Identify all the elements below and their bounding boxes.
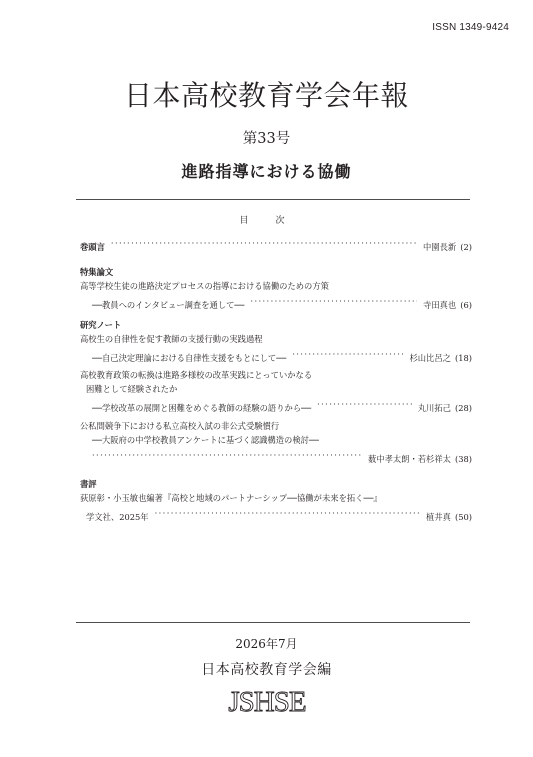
toc-entry-author: 寺田真也 [423, 300, 457, 310]
toc-entry-review[interactable] [80, 492, 472, 505]
jshse-logo [213, 684, 321, 718]
toc-entry-page: (28) [454, 403, 472, 413]
toc-entry-page: (18) [454, 353, 472, 363]
publication-date: 2026年7月 [235, 637, 298, 651]
toc-entry-page: (50) [454, 512, 472, 522]
publisher-name: 日本高校教育学会編 [201, 662, 332, 678]
toc-entry-author: 薮中孝太朗・若杉祥太 [367, 454, 451, 464]
dot-leader [155, 507, 420, 520]
toc-entry-note-2-title-cont[interactable] [86, 383, 472, 396]
toc-entry-prefatory[interactable] [80, 237, 472, 250]
dot-leader [92, 449, 362, 462]
section-heading-feature: 特集論文 [80, 267, 114, 277]
toc-entry-author: 杉山比呂之 [409, 353, 451, 363]
bottom-divider [76, 622, 470, 623]
toc-entry-subtitle: ──教員へのインタビュー調査を通して── [92, 300, 245, 310]
toc-entry-author: 植井真 [426, 512, 451, 522]
toc-entry-subtitle: ──大阪府の中学校教員アンケートに基づく認識構造の検討── [92, 435, 319, 445]
journal-title: 日本高校教育学会年報 [123, 79, 409, 112]
toc-entry-note-1-subtitle[interactable] [92, 348, 472, 361]
dot-leader [111, 237, 417, 250]
toc-entry-author: 丸川拓己 [417, 403, 451, 413]
toc-entry-title: 公私間競争下における私立高校入試の非公式受験慣行 [80, 421, 280, 431]
toc-entry-subtitle: ──自己決定理論における自律性支援をもとにして── [92, 353, 287, 363]
toc-entry-feature[interactable] [80, 280, 472, 293]
toc-entry-feature-subtitle[interactable] [92, 295, 472, 308]
toc-entry-subtitle: ──学校改革の展開と困難をめぐる教師の経験の語りから── [92, 403, 312, 413]
section-heading-review: 書評 [80, 479, 97, 489]
toc-entry-page: (2) [460, 242, 472, 252]
toc-entry-publisher: 学文社、2025年 [86, 512, 149, 522]
section-heading-notes: 研究ノート [80, 320, 122, 330]
toc-entry-title: 高校教育政策の転換は進路多様校の改革実践にとっていかなる [80, 370, 313, 380]
toc-entry-title: 高等学校生徒の進路決定プロセスの指導における協働のための方策 [80, 281, 329, 291]
special-issue-title: 進路指導における協働 [181, 162, 352, 181]
issn-number: ISSN 1349-9424 [432, 22, 509, 33]
toc-entry-title: 高校生の自律性を促す教師の支援行動の実践過程 [80, 334, 263, 344]
dot-leader [292, 348, 403, 361]
toc-entry-note-3-author-line[interactable] [92, 449, 472, 462]
toc-entry-title: 荻原彰・小玉敏也編著『高校と地域のパートナーシップ──協働が未来を拓く──』 [80, 493, 382, 503]
toc-entry-note-2[interactable] [80, 369, 472, 382]
toc-entry-note-3[interactable] [80, 420, 472, 433]
toc-entry-title-continued: 困難として経験されたか [86, 384, 178, 394]
toc-entry-note-3-subtitle[interactable] [92, 434, 472, 447]
dot-leader [250, 295, 417, 308]
issue-number: 第33号 [242, 131, 291, 147]
logo-text: JSHSE [228, 686, 306, 718]
toc-entry-note-1[interactable] [80, 333, 472, 346]
toc-entry-note-2-subtitle[interactable] [92, 398, 472, 411]
dot-leader [317, 398, 412, 411]
toc-heading: 目 次 [239, 216, 294, 226]
toc-entry-author: 中園長新 [423, 242, 457, 252]
toc-entry-review-publisher[interactable] [86, 507, 472, 520]
toc-entry-title: 巻頭言 [80, 242, 105, 252]
toc-entry-page: (6) [460, 300, 472, 310]
toc-entry-page: (38) [454, 454, 472, 464]
